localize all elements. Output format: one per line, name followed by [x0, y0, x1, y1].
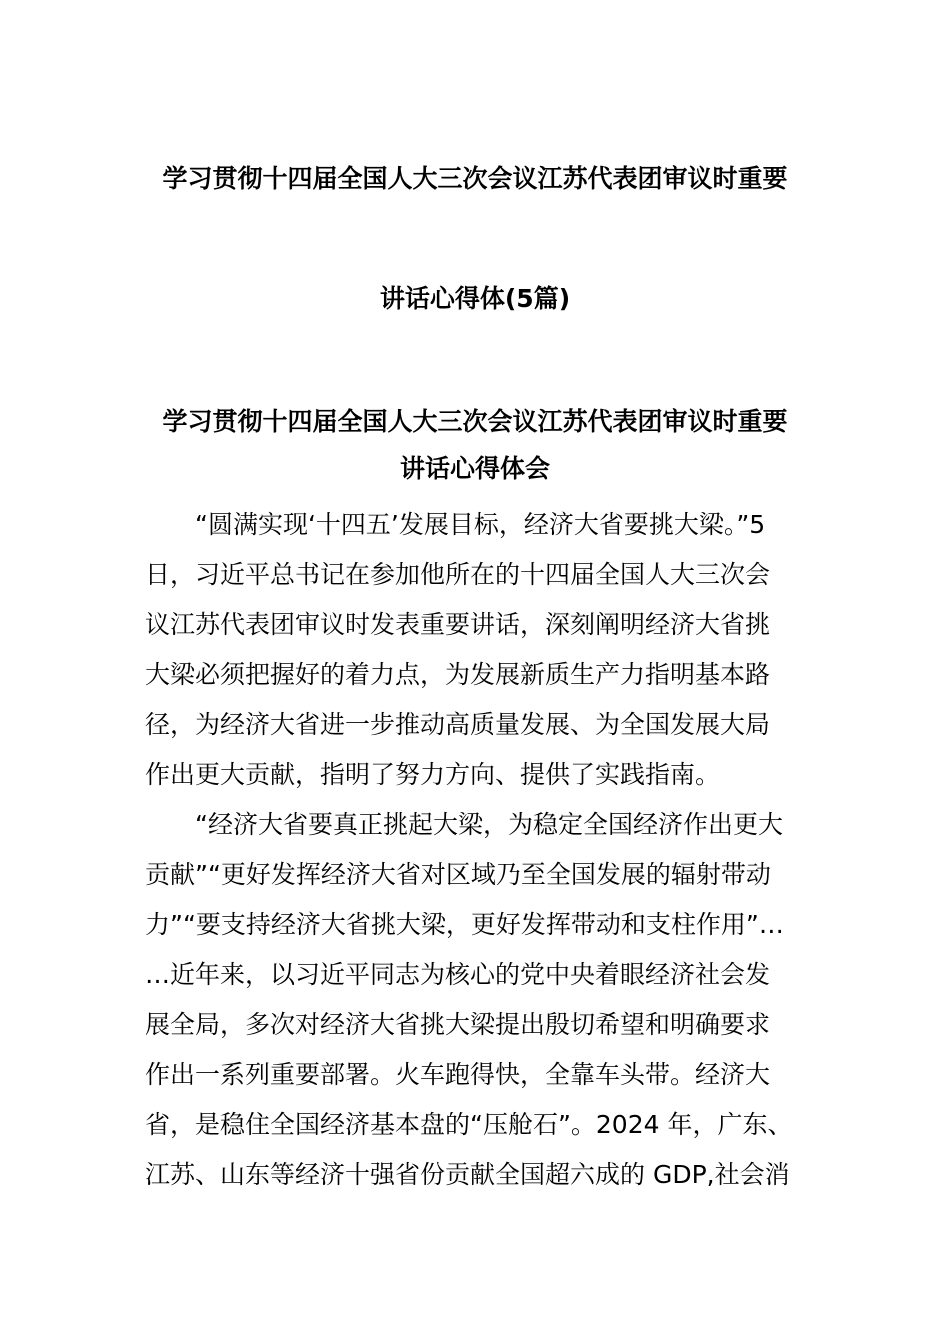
paragraph-1 — [145, 500, 807, 800]
paragraph-line: 江苏、山东等经济十强省份贡献全国超六成的 GDP,社会消 — [145, 1160, 790, 1189]
paragraph-line: 大梁必须把握好的着力点，为发展新质生产力指明基本路 — [145, 660, 771, 689]
paragraph-line: “经济大省要真正挑起大梁，为稳定全国经济作出更大 — [195, 810, 783, 839]
paragraph-2 — [145, 800, 807, 1200]
document-title-line-2: 讲话心得体(5篇) — [379, 284, 571, 313]
section-title-line-1: 学习贯彻十四届全国人大三次会议江苏代表团审议时重要 — [162, 407, 788, 436]
document-body — [145, 500, 807, 1200]
document-title-line-1: 学习贯彻十四届全国人大三次会议江苏代表团审议时重要 — [162, 164, 788, 193]
paragraph-line: 日，习近平总书记在参加他所在的十四届全国人大三次会 — [145, 560, 771, 589]
paragraph-line: 省，是稳住全国经济基本盘的“压舱石”。2024 年，广东、 — [145, 1110, 793, 1139]
paragraph-line: 作出一系列重要部署。火车跑得快，全靠车头带。经济大 — [145, 1060, 771, 1089]
paragraph-line: 展全局，多次对经济大省挑大梁提出殷切希望和明确要求 — [145, 1010, 771, 1039]
paragraph-line: …近年来，以习近平同志为核心的党中央着眼经济社会发 — [145, 960, 771, 989]
paragraph-line: “圆满实现‘十四五’发展目标，经济大省要挑大梁。”5 — [195, 510, 766, 539]
paragraph-line: 议江苏代表团审议时发表重要讲话，深刻阐明经济大省挑 — [145, 610, 771, 639]
paragraph-line: 贡献”“更好发挥经济大省对区域乃至全国发展的辐射带动 — [145, 860, 771, 889]
section-title-line-2: 讲话心得体会 — [399, 454, 550, 483]
paragraph-line: 力”“要支持经济大省挑大梁，更好发挥带动和支柱作用”… — [145, 910, 784, 939]
paragraph-line: 作出更大贡献，指明了努力方向、提供了实践指南。 — [145, 760, 721, 789]
paragraph-line: 径，为经济大省进一步推动高质量发展、为全国发展大局 — [145, 710, 771, 739]
